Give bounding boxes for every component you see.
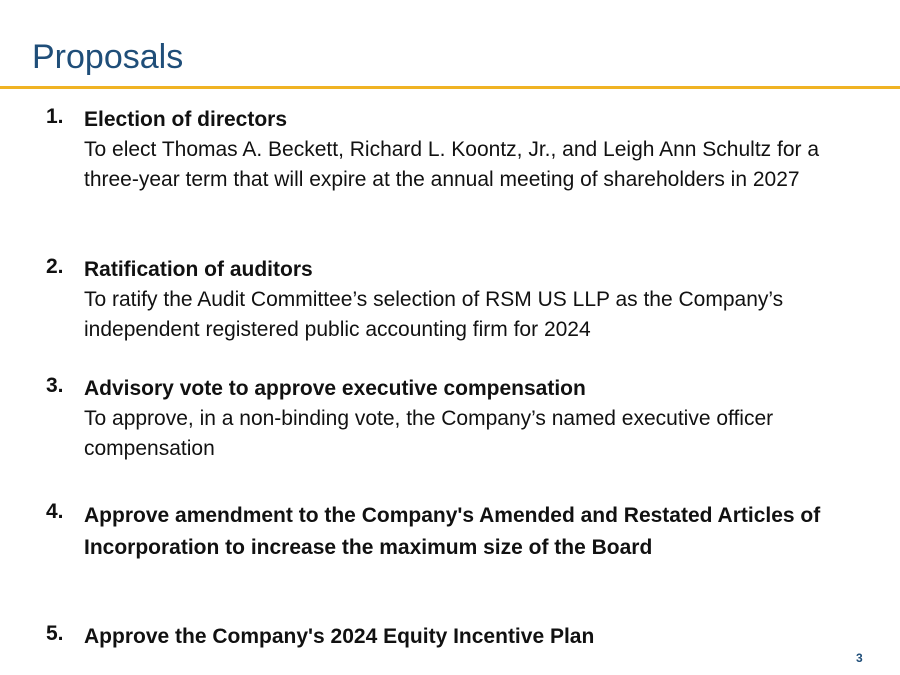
proposal-description: To ratify the Audit Committee’s selection of RSM US LLP as the Company’s independent registered public accounting firm for 2024 [84, 288, 784, 341]
proposal-item [46, 500, 846, 564]
page-title: Proposals [32, 38, 184, 76]
proposal-item [46, 105, 846, 195]
proposal-number: 3. [46, 374, 64, 397]
proposal-item [46, 255, 846, 345]
proposal-item [46, 374, 846, 464]
proposal-heading: Election of directors [84, 108, 288, 131]
proposal-heading: Advisory vote to approve executive compensation [84, 377, 586, 400]
proposal-heading: Ratification of auditors [84, 258, 313, 281]
proposal-number: 5. [46, 622, 64, 645]
proposal-number: 2. [46, 255, 64, 278]
proposal-heading: Approve the Company's 2024 Equity Incentive Plan [84, 625, 595, 648]
title-divider [0, 86, 900, 89]
proposal-number: 1. [46, 105, 64, 128]
proposal-number: 4. [46, 500, 64, 523]
proposal-item [46, 622, 846, 652]
proposal-description: To elect Thomas A. Beckett, Richard L. Koontz, Jr., and Leigh Ann Schultz for a three-year term that will expire at the annual meeting of shareholders in 2027 [84, 138, 820, 191]
page-number: 3 [856, 651, 863, 665]
proposal-heading: Approve amendment to the Company's Amended and Restated Articles of Incorporation to increase the maximum size of the Board [84, 504, 821, 559]
proposal-description: To approve, in a non-binding vote, the Company’s named executive officer compensation [84, 407, 774, 460]
